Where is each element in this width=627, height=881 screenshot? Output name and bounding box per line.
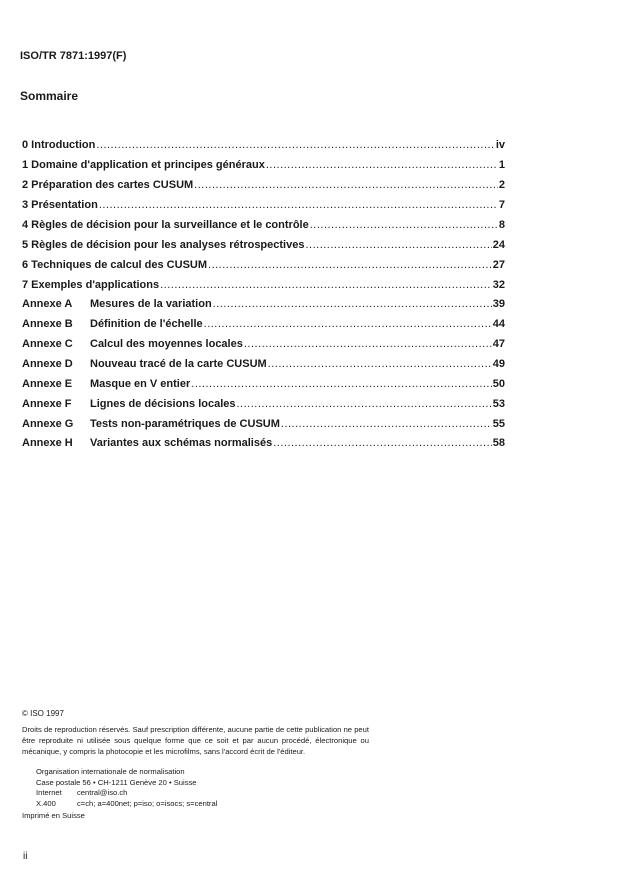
toc-entry-page: 8 [498,219,505,231]
toc-entry[interactable] [22,159,505,175]
annex-title: Masque en V entier [90,378,191,390]
dot-leader [204,318,492,330]
annex-entry[interactable] [22,358,505,374]
toc-entry[interactable] [22,279,505,295]
toc-entry-page: iv [495,139,505,151]
annex-title: Tests non-paramétriques de CUSUM [90,418,280,430]
annex-title: Nouveau tracé de la carte CUSUM [90,358,267,370]
rights-statement: Droits de reproduction réservés. Sauf prescription différente, aucune partie de cette publication ne peut être reproduite ni utilisée sous quelque forme que ce soit et par aucun procédé, électronique ou mécanique, y compris la photocopie et les microfilms, sans l'accord écrit de l'éditeur. [22,725,369,756]
annex-entry[interactable] [22,298,505,314]
dot-leader [268,358,492,370]
annex-entry-page: 55 [492,418,505,430]
dot-leader [213,298,492,310]
dot-leader [310,219,498,231]
toc-entry-label: 0 Introduction [22,139,96,151]
annex-code: Annexe B [22,318,73,330]
toc-entry-label: 3 Présentation [22,199,98,211]
dot-leader [194,179,498,191]
toc-entry[interactable] [22,199,505,215]
annex-code: Annexe D [22,358,73,370]
toc-entry[interactable] [22,259,505,275]
annex-entry[interactable] [22,378,505,394]
toc-entry-label: 5 Règles de décision pour les analyses rétrospectives [22,239,305,251]
dot-leader [266,159,498,171]
annex-entry-page: 39 [492,298,505,310]
annex-entry-label [22,378,190,390]
x400-line [36,799,217,810]
annex-entry[interactable] [22,437,505,453]
copyright-notice: © ISO 1997 [22,709,64,718]
dot-leader [160,279,492,291]
toc-entry-page: 7 [498,199,505,211]
toc-entry[interactable] [22,239,505,255]
annex-entry-page: 49 [492,358,505,370]
annex-code: Annexe E [22,378,73,390]
dot-leader [305,239,491,251]
page-title: Sommaire [20,89,79,103]
dot-leader [191,378,491,390]
dot-leader [237,398,492,410]
toc-entry[interactable] [22,219,505,235]
annex-code: Annexe F [22,398,72,410]
page-number: ii [23,851,28,862]
annex-title: Calcul des moyennes locales [90,338,243,350]
annex-title: Définition de l'échelle [90,318,203,330]
annex-code: Annexe H [22,437,73,449]
x400-label: X.400 [36,798,56,808]
x400-value: c=ch; a=400net; p=iso; o=isocs; s=central [77,798,218,808]
toc-entry-label: 6 Techniques de calcul des CUSUM [22,259,208,271]
internet-line [36,788,217,799]
dot-leader [96,139,494,151]
annex-entry-label [22,338,243,350]
toc-entry-label: 7 Exemples d'applications [22,279,160,291]
printed-in: Imprimé en Suisse [22,811,85,820]
annex-entry-page: 44 [492,318,505,330]
annex-entry-page: 53 [492,398,505,410]
annex-title: Variantes aux schémas normalisés [90,437,273,449]
annex-entry-page: 58 [492,437,505,449]
dot-leader [273,437,492,449]
toc-entry-page: 1 [498,159,505,171]
toc-entry-page: 24 [492,239,505,251]
toc-entry-label: 4 Règles de décision pour la surveillance et le contrôle [22,219,309,231]
toc-entry[interactable] [22,139,505,155]
annex-entry-label [22,318,203,330]
toc-entry-page: 32 [492,279,505,291]
toc-entry-page: 27 [492,259,505,271]
toc-entry[interactable] [22,179,505,195]
dot-leader [208,259,492,271]
annex-entry-label [22,358,267,370]
annex-entry[interactable] [22,398,505,414]
annex-entry-page: 50 [492,378,505,390]
annex-entry[interactable] [22,338,505,354]
toc-entry-label: 2 Préparation des cartes CUSUM [22,179,194,191]
internet-label: Internet [36,788,62,797]
annex-entry[interactable] [22,318,505,334]
annex-entry-label [22,437,272,449]
annex-entry-label [22,298,212,310]
organisation-name: Organisation internationale de normalisation [36,767,185,776]
annex-entry-label [22,398,236,410]
document-id: ISO/TR 7871:1997(F) [20,50,127,62]
dot-leader [244,338,492,350]
dot-leader [99,199,498,211]
annex-entry-label [22,418,280,430]
dot-leader [281,418,492,430]
annex-title: Mesures de la variation [90,298,212,310]
annex-entry-page: 47 [492,338,505,350]
annex-code: Annexe G [22,418,74,430]
annex-code: Annexe C [22,338,73,350]
toc-entry-page: 2 [498,179,505,191]
toc-entry-label: 1 Domaine d'application et principes généraux [22,159,265,171]
annex-entry[interactable] [22,418,505,434]
annex-title: Lignes de décisions locales [90,398,236,410]
annex-code: Annexe A [22,298,73,310]
postal-address: Case postale 56 • CH-1211 Genève 20 • Suisse [36,777,197,787]
publisher-address [36,767,217,809]
internet-value: central@iso.ch [77,788,128,797]
